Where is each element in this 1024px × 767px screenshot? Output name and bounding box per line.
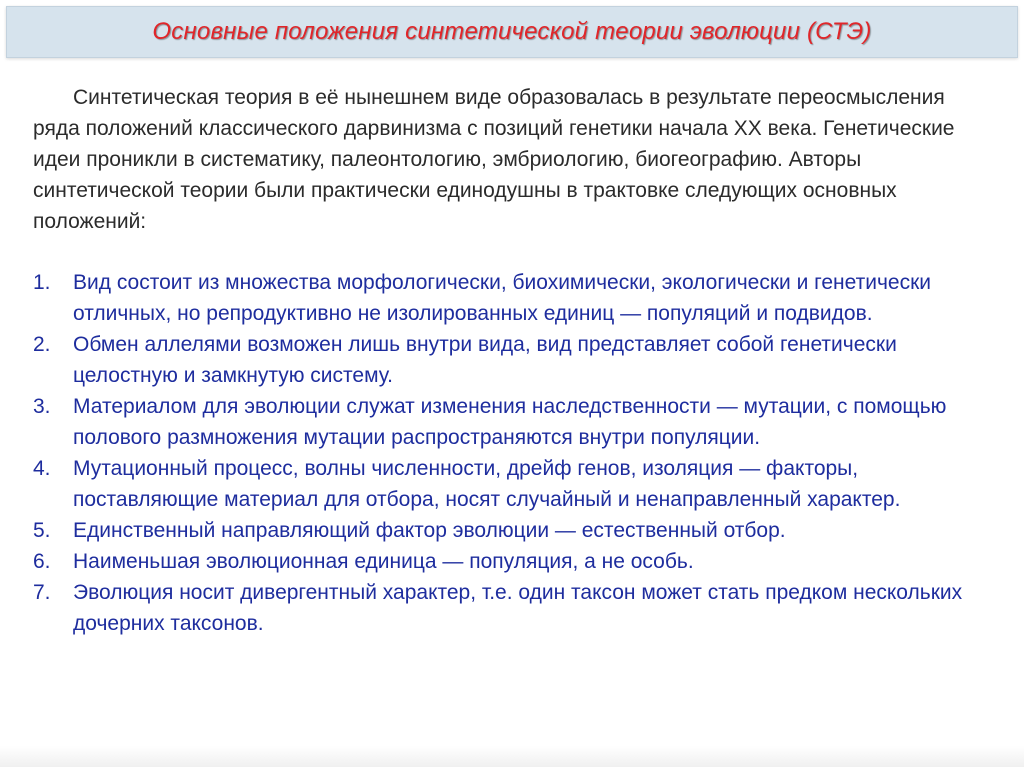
list-item-text: Единственный направляющий фактор эволюции — естественный отбор. bbox=[73, 519, 786, 542]
list-item-number: 4. bbox=[33, 457, 51, 480]
list-item-text: Эволюция носит дивергентный характер, т.е. один таксон может стать предком нескольких дочерних таксонов. bbox=[73, 581, 963, 635]
list-item-number: 1. bbox=[33, 271, 51, 294]
list-item bbox=[33, 546, 993, 577]
list-item-text: Наименьшая эволюционная единица — популяция, а не особь. bbox=[73, 550, 694, 573]
list-item bbox=[33, 267, 993, 329]
list-item-number: 6. bbox=[33, 550, 51, 573]
list-item-number: 5. bbox=[33, 519, 51, 542]
list-item-number: 3. bbox=[33, 395, 51, 418]
list-item bbox=[33, 453, 993, 515]
list-item-number: 2. bbox=[33, 333, 51, 356]
list-item bbox=[33, 329, 993, 391]
list-item-text: Обмен аллелями возможен лишь внутри вида, вид представляет собой генетически целостную и замкнутую систему. bbox=[73, 333, 897, 387]
list-item-text: Материалом для эволюции служат изменения наследственности — мутации, с помощью полового размножения мутации распространяются внутри популяции. bbox=[73, 395, 947, 449]
list-item bbox=[33, 391, 993, 453]
list-item-text: Вид состоит из множества морфологически, биохимически, экологически и генетически отличных, но репродуктивно не изолированных единиц — популяций и подвидов. bbox=[73, 271, 931, 325]
points-list bbox=[33, 267, 993, 639]
title-bar bbox=[6, 6, 1018, 58]
list-item bbox=[33, 515, 993, 546]
intro-text: Синтетическая теория в её нынешнем виде образовалась в результате переосмысления ряда положений классического дарвинизма с позиций генетики начала XX века. Генетические идеи проникли в систематику, палеонтологию, эмбриологию, биогеографию. Авторы синтетической теории были практически единодушны в трактовке следующих основных положений: bbox=[33, 86, 955, 233]
list-item-number: 7. bbox=[33, 581, 51, 604]
intro-paragraph bbox=[33, 82, 993, 237]
list-item-text: Мутационный процесс, волны численности, дрейф генов, изоляция — факторы, поставляющие материал для отбора, носят случайный и ненаправленный характер. bbox=[73, 457, 901, 511]
list-item bbox=[33, 577, 993, 639]
slide-title: Основные положения синтетической теории эволюции (СТЭ) bbox=[152, 18, 872, 45]
bottom-strip bbox=[0, 746, 1024, 767]
